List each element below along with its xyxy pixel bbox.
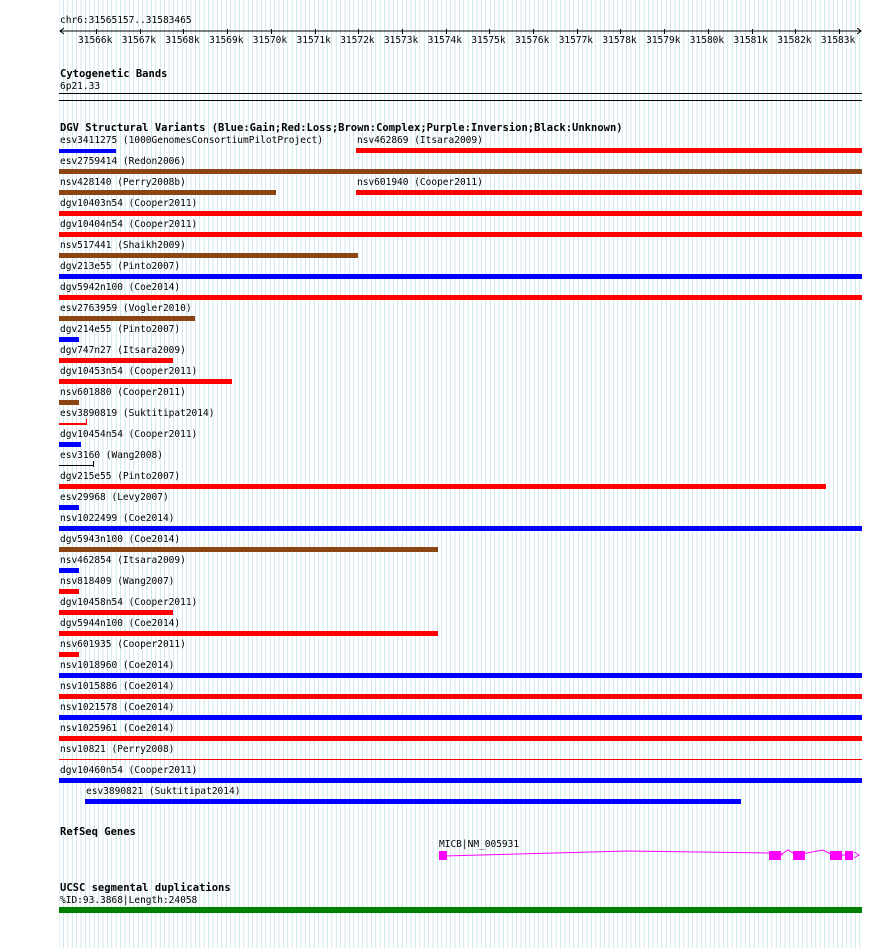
ruler-tick-mark: [227, 29, 228, 34]
variant-label[interactable]: esv3411275 (1000GenomesConsortiumPilotProject): [60, 135, 324, 146]
variant-label[interactable]: dgv5943n100 (Coe2014): [60, 534, 181, 545]
variant-label[interactable]: nsv601880 (Cooper2011): [60, 387, 186, 398]
cytoband-label: 6p21.33: [60, 81, 101, 92]
variant-label[interactable]: dgv10453n54 (Cooper2011): [60, 366, 198, 377]
ruler-tick-label: 31569k: [209, 35, 244, 46]
ruler-tick-label: 31575k: [471, 35, 506, 46]
dgv-track-title[interactable]: DGV Structural Variants (Blue:Gain;Red:Loss;Brown:Complex;Purple:Inversion;Black:Unknown): [60, 122, 623, 134]
cytoband-track-title[interactable]: Cytogenetic Bands: [60, 68, 168, 80]
variant-bar[interactable]: [59, 652, 79, 657]
ruler-tick-label: 31568k: [165, 35, 200, 46]
variant-bar[interactable]: [356, 148, 862, 153]
variant-label[interactable]: nsv517441 (Shaikh2009): [60, 240, 186, 251]
variant-bar[interactable]: [59, 211, 862, 216]
ruler-tick-mark: [664, 29, 665, 34]
variant-label[interactable]: dgv214e55 (Pinto2007): [60, 324, 181, 335]
variant-label[interactable]: dgv10454n54 (Cooper2011): [60, 429, 198, 440]
ruler-tick-mark: [620, 29, 621, 34]
variant-bar[interactable]: [356, 190, 862, 195]
variant-bar[interactable]: [59, 484, 826, 489]
variant-bar[interactable]: [59, 736, 862, 741]
ruler-tick-mark: [271, 29, 272, 34]
ruler-tick-label: 31576k: [515, 35, 550, 46]
variant-label[interactable]: nsv601940 (Cooper2011): [357, 177, 483, 188]
ruler-tick-label: 31573k: [383, 35, 419, 46]
variant-label[interactable]: esv29968 (Levy2007): [60, 492, 169, 503]
variant-bar[interactable]: [59, 505, 79, 510]
variant-bar[interactable]: [59, 610, 173, 615]
variant-bar[interactable]: [59, 759, 862, 760]
ruler-tick-label: 31571k: [296, 35, 331, 46]
ruler-tick-mark: [839, 29, 840, 34]
variant-label[interactable]: nsv1021578 (Coe2014): [60, 702, 175, 713]
variant-label[interactable]: dgv10460n54 (Cooper2011): [60, 765, 198, 776]
variant-bar[interactable]: [59, 526, 862, 531]
variant-label[interactable]: dgv10458n54 (Cooper2011): [60, 597, 198, 608]
micb-gene-model[interactable]: [438, 848, 862, 864]
variant-label[interactable]: esv3890819 (Suktitipat2014): [60, 408, 215, 419]
variant-label[interactable]: esv3890821 (Suktitipat2014): [86, 786, 241, 797]
ruler-tick-label: 31578k: [602, 35, 637, 46]
variant-bar[interactable]: [59, 358, 173, 363]
ruler-tick-label: 31570k: [252, 35, 288, 46]
variant-bar[interactable]: [59, 694, 862, 699]
ruler-tick-mark: [489, 29, 490, 34]
variant-bar[interactable]: [59, 379, 232, 384]
ruler-tick-mark: [795, 29, 796, 34]
ruler-tick-label: 31572k: [340, 35, 375, 46]
variant-bar[interactable]: [59, 316, 195, 321]
variant-label[interactable]: nsv462854 (Itsara2009): [60, 555, 186, 566]
variant-bar[interactable]: [59, 190, 276, 195]
ruler-tick-mark: [183, 29, 184, 34]
variant-label[interactable]: dgv10403n54 (Cooper2011): [60, 198, 198, 209]
variant-label[interactable]: nsv462869 (Itsara2009): [357, 135, 483, 146]
variant-label[interactable]: nsv1022499 (Coe2014): [60, 513, 175, 524]
variant-label[interactable]: dgv10404n54 (Cooper2011): [60, 219, 198, 230]
ruler-tick-label: 31566k: [78, 35, 113, 46]
variant-label[interactable]: dgv5942n100 (Coe2014): [60, 282, 181, 293]
variant-label[interactable]: esv3160 (Wang2008): [60, 450, 163, 461]
ruler-tick-label: 31577k: [558, 35, 594, 46]
variant-bar[interactable]: [59, 465, 94, 466]
variant-label[interactable]: nsv601935 (Cooper2011): [60, 639, 186, 650]
variant-bar[interactable]: [59, 169, 862, 174]
variant-bar[interactable]: [59, 337, 79, 342]
variant-bar[interactable]: [59, 423, 87, 425]
cytoband-border-top: [59, 93, 862, 94]
variant-bar[interactable]: [59, 547, 438, 552]
variant-label[interactable]: nsv10821 (Perry2008): [60, 744, 175, 755]
variant-bar[interactable]: [59, 442, 81, 447]
variant-label[interactable]: nsv1018960 (Coe2014): [60, 660, 175, 671]
variant-label[interactable]: dgv747n27 (Itsara2009): [60, 345, 186, 356]
ruler-tick-label: 31580k: [689, 35, 725, 46]
variant-label[interactable]: nsv818409 (Wang2007): [60, 576, 175, 587]
variant-bar[interactable]: [59, 149, 116, 153]
variant-bar[interactable]: [59, 673, 862, 678]
ruler-tick-mark: [315, 29, 316, 34]
ruler-tick-mark: [577, 29, 578, 34]
variant-bar[interactable]: [59, 253, 358, 258]
ruler-tick-mark: [96, 29, 97, 34]
ruler-tick-mark: [708, 29, 709, 34]
position-label: chr6:31565157..31583465: [60, 15, 192, 26]
variant-end-tick: [93, 461, 94, 467]
ruler-tick-label: 31581k: [733, 35, 768, 46]
variant-label[interactable]: nsv1015886 (Coe2014): [60, 681, 175, 692]
variant-label[interactable]: dgv5944n100 (Coe2014): [60, 618, 181, 629]
variant-label[interactable]: esv2763959 (Vogler2010): [60, 303, 192, 314]
variant-bar[interactable]: [59, 568, 79, 573]
ruler-tick-mark: [446, 29, 447, 34]
ruler-tick-mark: [533, 29, 534, 34]
segdup-label: %ID:93.3868|Length:24058: [60, 895, 198, 906]
variant-bar[interactable]: [59, 400, 79, 405]
variant-bar[interactable]: [59, 715, 862, 720]
segdup-bar[interactable]: [59, 907, 862, 913]
ruler-tick-label: 31579k: [646, 35, 681, 46]
cytoband-border-bottom: [59, 100, 862, 101]
variant-bar[interactable]: [59, 778, 862, 783]
variant-bar[interactable]: [59, 589, 79, 594]
ruler-tick-label: 31574k: [427, 35, 462, 46]
gene-label[interactable]: MICB|NM_005931: [439, 839, 520, 850]
variant-bar[interactable]: [59, 232, 862, 237]
variant-bar[interactable]: [59, 274, 862, 279]
segdup-track-title[interactable]: UCSC segmental duplications: [60, 882, 231, 894]
variant-label[interactable]: nsv1025961 (Coe2014): [60, 723, 175, 734]
ruler-tick-mark: [402, 29, 403, 34]
variant-bar[interactable]: [85, 799, 741, 804]
ruler-tick-label: 31567k: [121, 35, 157, 46]
variant-end-tick: [86, 419, 87, 425]
variant-label[interactable]: dgv215e55 (Pinto2007): [60, 471, 181, 482]
ruler-tick-label: 31582k: [777, 35, 812, 46]
refseq-track-title[interactable]: RefSeq Genes: [60, 826, 136, 838]
ruler-tick-label: 31583k: [820, 35, 856, 46]
ruler-tick-mark: [752, 29, 753, 34]
variant-bar[interactable]: [59, 295, 862, 300]
ruler-tick-mark: [140, 29, 141, 34]
variant-label[interactable]: dgv213e55 (Pinto2007): [60, 261, 181, 272]
variant-label[interactable]: nsv428140 (Perry2008b): [60, 177, 186, 188]
ruler-tick-mark: [358, 29, 359, 34]
variant-bar[interactable]: [59, 631, 438, 636]
variant-label[interactable]: esv2759414 (Redon2006): [60, 156, 186, 167]
